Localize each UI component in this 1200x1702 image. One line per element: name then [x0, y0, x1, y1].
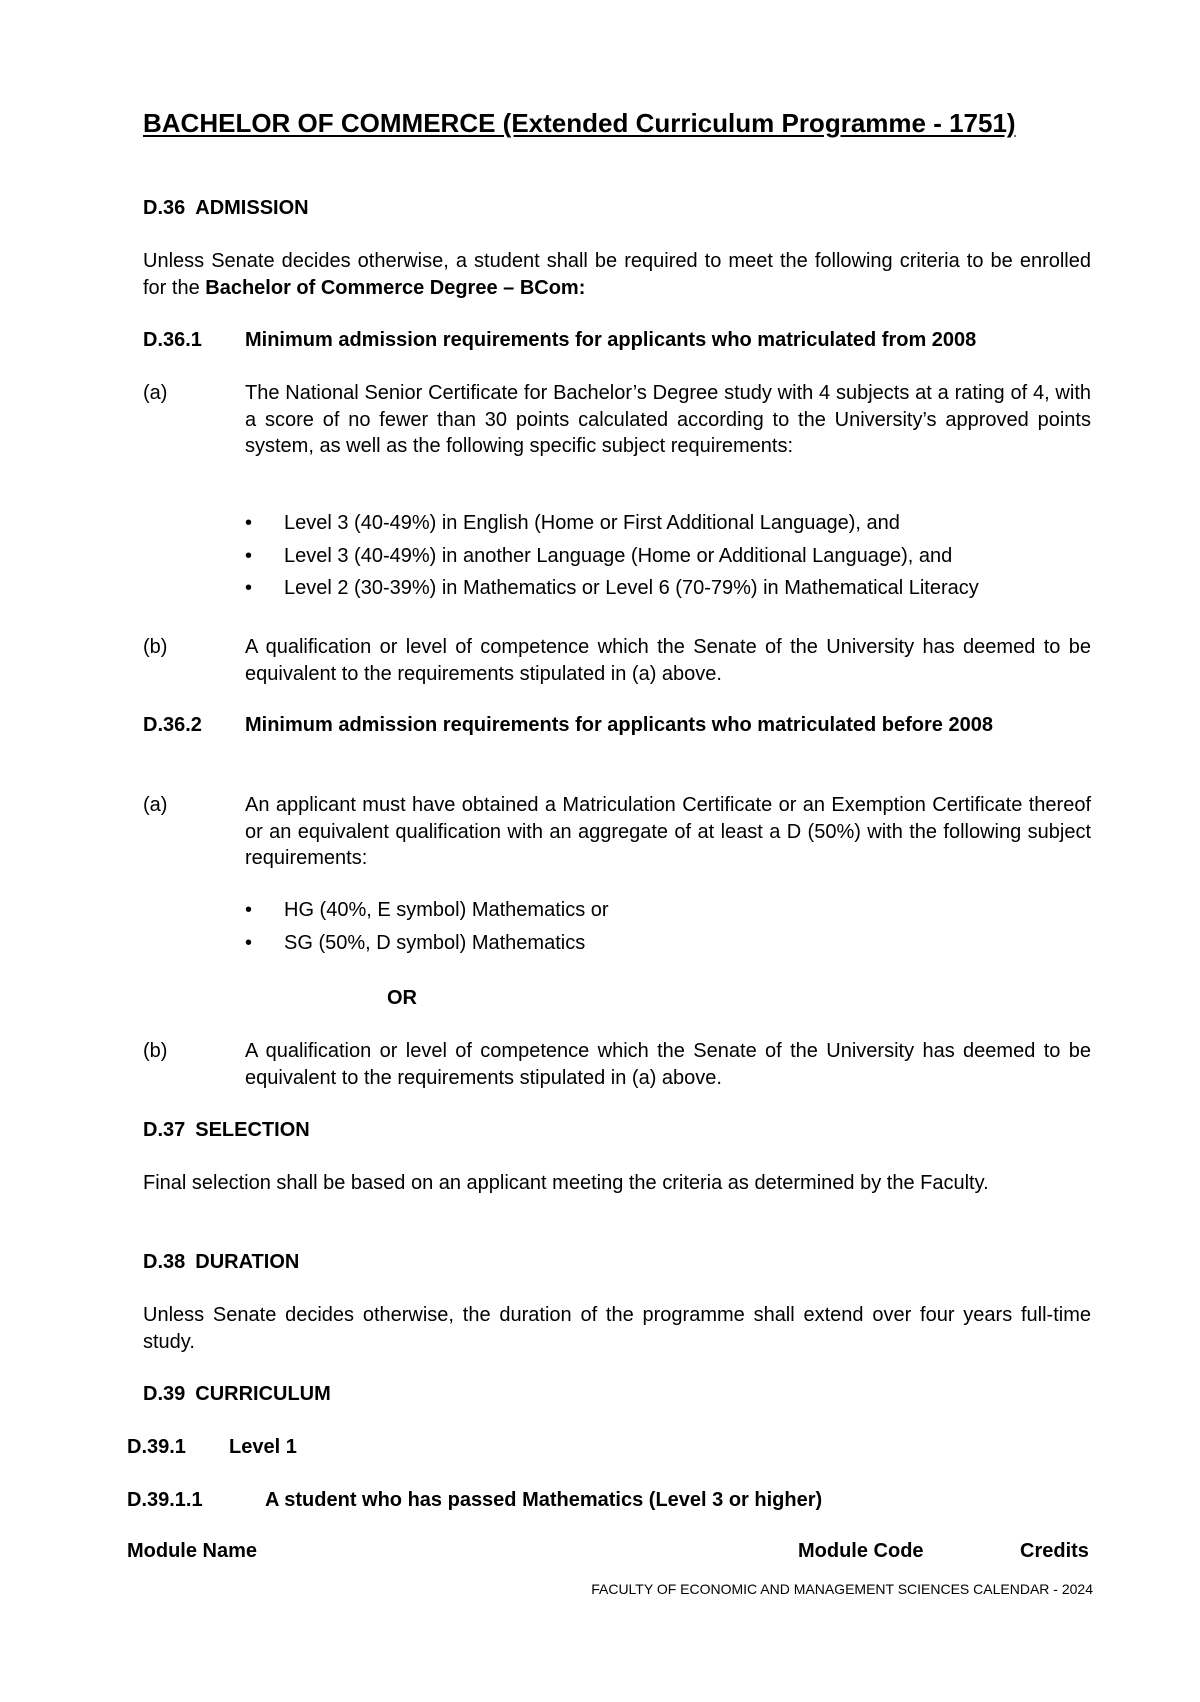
section-title: SELECTION — [195, 1119, 310, 1141]
list-item-text: Level 2 (30-39%) in Mathematics or Level 6 (70-79%) in Mathematical Literacy — [284, 577, 979, 599]
requirement-a-text: The National Senior Certificate for Bachelor’s Degree study with 4 subjects at a rating of 4, with a score of no fewer than 30 points calculated according to the University’s approved points system, as well as the following specific subject requirements: — [245, 382, 1091, 457]
list-item-text: SG (50%, D symbol) Mathematics — [284, 931, 586, 954]
or-separator: OR — [387, 987, 417, 1009]
subject-requirements-list — [245, 507, 979, 605]
math-requirements-list — [245, 894, 609, 959]
list-item — [245, 894, 609, 927]
subsection-number-d39-1-1: D.39.1.1 — [127, 1489, 203, 1511]
list-item-text: Level 3 (40-49%) in another Language (Home or Additional Language), and — [284, 544, 953, 567]
list-item — [245, 507, 979, 540]
page-title: BACHELOR OF COMMERCE (Extended Curriculum Programme - 1751) — [143, 108, 1016, 138]
column-header-credits: Credits — [1020, 1540, 1089, 1562]
section-title: ADMISSION — [195, 197, 309, 219]
subsection-heading-d39-1-1: A student who has passed Mathematics (Level 3 or higher) — [265, 1489, 823, 1511]
column-header-module-name: Module Name — [127, 1540, 258, 1562]
subsection-number-d36-1: D.36.1 — [143, 329, 202, 351]
page-footer: FACULTY OF ECONOMIC AND MANAGEMENT SCIENCES CALENDAR - 2024 — [591, 1581, 1093, 1597]
subsection-heading-d36-1: Minimum admission requirements for applicants who matriculated from 2008 — [245, 329, 977, 351]
requirement-b-text: A qualification or level of competence which the Senate of the University has deemed to be equivalent to the requirements stipulated in (a) above. — [245, 1040, 1091, 1089]
bullet-icon: • — [245, 931, 253, 954]
subsection-heading-d36-2: Minimum admission requirements for applicants who matriculated before 2008 — [245, 714, 993, 736]
level-heading: Level 1 — [229, 1436, 297, 1458]
list-item-text: HG (40%, E symbol) Mathematics or — [284, 899, 609, 921]
section-number: D.38 — [143, 1251, 186, 1273]
bullet-icon: • — [245, 899, 253, 921]
section-heading-admission — [143, 195, 309, 221]
item-label-b: (b) — [143, 636, 168, 658]
bullet-icon: • — [245, 577, 253, 599]
section-number: D.37 — [143, 1119, 186, 1141]
section-heading-duration — [143, 1249, 299, 1275]
subsection-number-d36-2: D.36.2 — [143, 714, 202, 736]
admission-intro-text: Unless Senate decides otherwise, a student shall be required to meet the following criteria to be enrolled for the — [143, 250, 1091, 299]
list-item — [245, 927, 609, 960]
requirement-a-text: An applicant must have obtained a Matriculation Certificate or an Exemption Certificate thereof or an equivalent qualification with an aggregate of at least a D (50%) with the following subject requirements: — [245, 794, 1091, 869]
section-number: D.36 — [143, 197, 186, 219]
column-header-module-code: Module Code — [798, 1540, 924, 1562]
section-number: D.39 — [143, 1383, 186, 1405]
list-item — [245, 540, 979, 573]
bullet-icon: • — [245, 544, 253, 567]
section-title: CURRICULUM — [195, 1383, 331, 1405]
admission-intro-degree: Bachelor of Commerce Degree – BCom: — [205, 276, 586, 299]
section-title: DURATION — [195, 1251, 300, 1273]
requirement-b-text: A qualification or level of competence which the Senate of the University has deemed to be equivalent to the requirements stipulated in (a) above. — [245, 636, 1091, 685]
duration-text: Unless Senate decides otherwise, the duration of the programme shall extend over four years full-time study. — [143, 1304, 1091, 1353]
section-heading-curriculum — [143, 1381, 331, 1407]
item-label-a: (a) — [143, 382, 168, 404]
section-heading-selection — [143, 1117, 310, 1143]
item-label-b: (b) — [143, 1040, 168, 1062]
list-item-text: Level 3 (40-49%) in English (Home or First Additional Language), and — [284, 512, 900, 534]
list-item — [245, 572, 979, 605]
selection-text: Final selection shall be based on an applicant meeting the criteria as determined by the Faculty. — [143, 1172, 989, 1194]
item-label-a: (a) — [143, 794, 168, 816]
level-number: D.39.1 — [127, 1436, 186, 1458]
admission-intro — [143, 248, 1091, 301]
bullet-icon: • — [245, 512, 253, 534]
